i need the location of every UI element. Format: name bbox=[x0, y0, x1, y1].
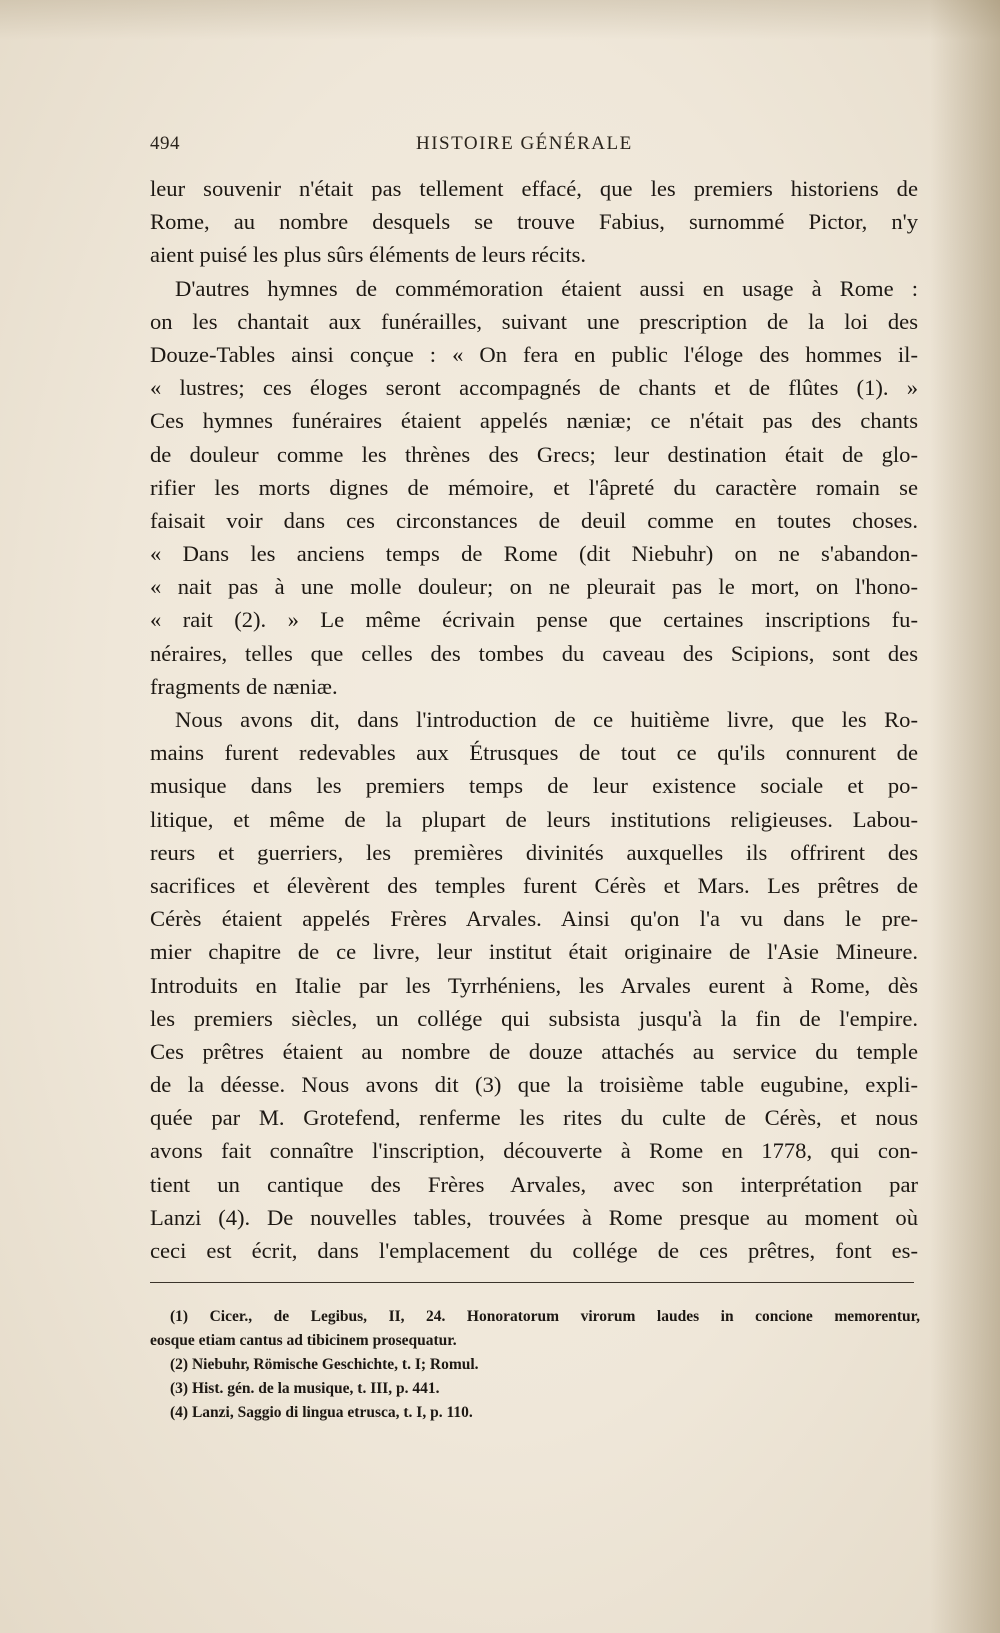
text-line: fragments de næniæ. bbox=[150, 673, 338, 699]
text-line: sacrifices et élevèrent des temples furent Cérès et Mars. Les prêtres de bbox=[150, 872, 918, 898]
text-line: les premiers siècles, un collége qui subsista jusqu'à la fin de l'empire. bbox=[150, 1005, 918, 1031]
text-line: quée par M. Grotefend, renferme les rites du culte de Cérès, et nous bbox=[150, 1105, 918, 1131]
text-line: ceci est écrit, dans l'emplacement du collége de ces prêtres, font es- bbox=[150, 1238, 918, 1263]
text-line: Ces hymnes funéraires étaient appelés næniæ; ce n'était pas des chants bbox=[150, 408, 918, 434]
page-number: 494 bbox=[150, 133, 180, 154]
text-line: Ces prêtres étaient au nombre de douze attachés au service du temple bbox=[150, 1038, 918, 1064]
text-line: de douleur comme les thrènes des Grecs; leur destination était de glo- bbox=[150, 441, 918, 467]
text-line: Rome, au nombre desquels se trouve Fabius, surnommé Pictor, n'y bbox=[150, 209, 918, 235]
footnote-line: eosque etiam cantus ad tibicinem prosequatur. bbox=[150, 1332, 457, 1349]
footnote-line: (4) Lanzi, Saggio di lingua etrusca, t. I, p. 110. bbox=[170, 1404, 473, 1421]
text-line: « lustres; ces éloges seront accompagnés de chants et de flûtes (1). » bbox=[150, 375, 918, 401]
footnote-line: (2) Niebuhr, Römische Geschichte, t. I; Romul. bbox=[170, 1356, 479, 1373]
text-line: mier chapitre de ce livre, leur institut était originaire de l'Asie Mineure. bbox=[150, 939, 918, 965]
text-line: litique, et même de la plupart de leurs institutions religieuses. Labou- bbox=[150, 806, 918, 832]
text-line: leur souvenir n'était pas tellement effacé, que les premiers historiens de bbox=[150, 176, 918, 201]
footnote-line: (1) Cicer., de Legibus, II, 24. Honoratorum virorum laudes in concione memorentur, bbox=[170, 1308, 920, 1325]
main-text bbox=[150, 172, 918, 1267]
text-line: « rait (2). » Le même écrivain pense que certaines inscriptions fu- bbox=[150, 607, 918, 633]
text-line: « nait pas à une molle douleur; on ne pleurait pas le mort, on l'hono- bbox=[150, 574, 918, 600]
text-line: mains furent redevables aux Étrusques de tout ce qu'ils connurent de bbox=[150, 740, 918, 766]
text-line: musique dans les premiers temps de leur existence sociale et po- bbox=[150, 773, 918, 799]
text-line: on les chantait aux funérailles, suivant une prescription de la loi des bbox=[150, 308, 918, 334]
running-title: HISTOIRE GÉNÉRALE bbox=[416, 133, 633, 154]
text-line: faisait voir dans ces circonstances de deuil comme en toutes choses. bbox=[150, 507, 918, 533]
page-edge-shading bbox=[930, 0, 1000, 1633]
text-line: tient un cantique des Frères Arvales, avec son interprétation par bbox=[150, 1171, 918, 1197]
text-line: rifier les morts dignes de mémoire, et l'âpreté du caractère romain se bbox=[150, 474, 918, 500]
text-line: avons fait connaître l'inscription, découverte à Rome en 1778, qui con- bbox=[150, 1138, 918, 1164]
text-line: néraires, telles que celles des tombes du caveau des Scipions, sont des bbox=[150, 640, 918, 666]
text-line: « Dans les anciens temps de Rome (dit Niebuhr) on ne s'abandon- bbox=[150, 541, 918, 567]
text-line: reurs et guerriers, les premières divinités auxquelles ils offrirent des bbox=[150, 839, 918, 865]
text-line: Douze-Tables ainsi conçue : « On fera en public l'éloge des hommes il- bbox=[150, 341, 918, 367]
page-top-shading bbox=[0, 0, 1000, 40]
text-line: Introduits en Italie par les Tyrrhéniens, les Arvales eurent à Rome, dès bbox=[150, 972, 918, 998]
footnote-line: (3) Hist. gén. de la musique, t. III, p. 441. bbox=[170, 1380, 440, 1397]
text-line: de la déesse. Nous avons dit (3) que la troisième table eugubine, expli- bbox=[150, 1072, 918, 1098]
footnotes bbox=[150, 1305, 920, 1425]
text-line: aient puisé les plus sûrs éléments de leurs récits. bbox=[150, 242, 587, 268]
text-line: Nous avons dit, dans l'introduction de ce huitième livre, que les Ro- bbox=[175, 707, 918, 732]
text-line: Lanzi (4). De nouvelles tables, trouvées à Rome presque au moment où bbox=[150, 1204, 918, 1230]
footnote-separator bbox=[150, 1282, 914, 1283]
text-line: D'autres hymnes de commémoration étaient aussi en usage à Rome : bbox=[175, 275, 918, 301]
text-line: Cérès étaient appelés Frères Arvales. Ainsi qu'on l'a vu dans le pre- bbox=[150, 906, 918, 932]
